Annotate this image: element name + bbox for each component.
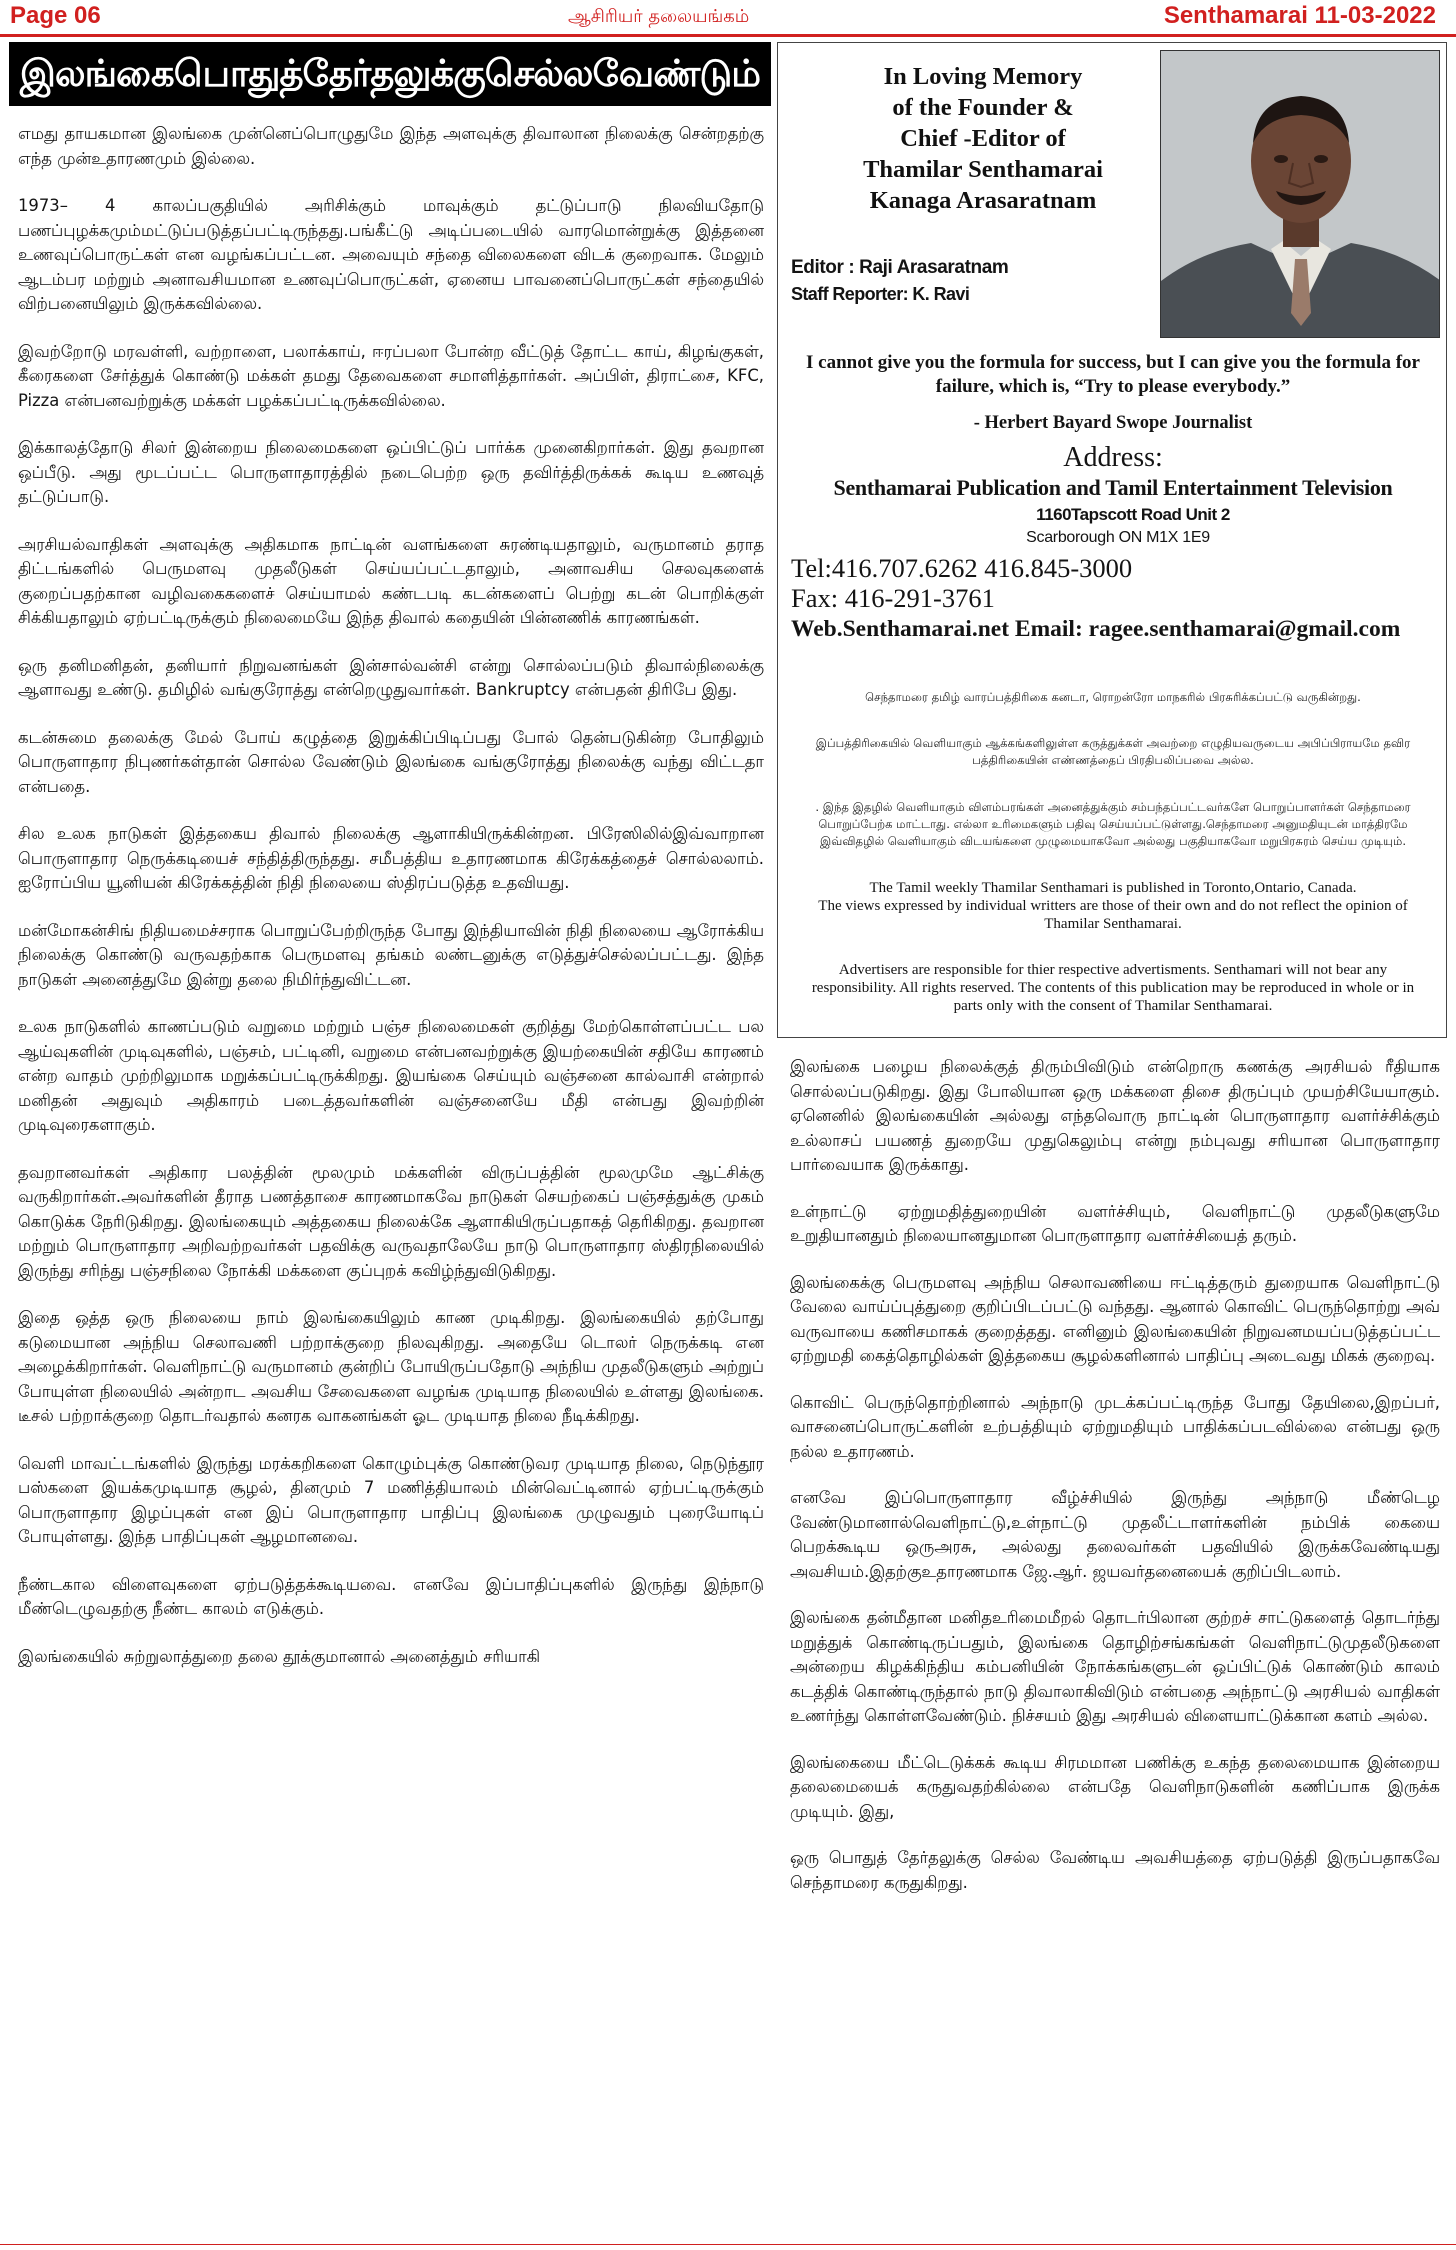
quote-author: - Herbert Bayard Swope Journalist xyxy=(973,413,1253,433)
article-headline: இலங்கைபொதுத்தேர்தலுக்குசெல்லவேண்டும் xyxy=(9,42,771,106)
article-paragraph: ஒரு பொதுத் தேர்தலுக்கு செல்ல வேண்டிய அவசியத்தை ஏற்படுத்தி இருப்பதாகவே செந்தாமரை கருதுகிறது. xyxy=(790,1848,1440,1892)
article-paragraph: மன்மோகன்சிங் நிதியமைச்சராக பொறுப்பேற்றிருந்த போது இந்தியாவின் நிதி நிலையை ஆரோக்கிய நிலைக்கு கொண்டு வருவதற்காக பெருமளவு தங்கம் லண்டனுக்கு எடுத்துச்செல்லப்பட்டது. இந்த நாடுகள் அனைத்துமே இன்று தலை நிமிர்ந்துவிட்டன. xyxy=(18,920,764,989)
article-paragraph: இலங்கையில் சுற்றுலாத்துறை தலை தூக்குமானால் அனைத்தும் சரியாகி xyxy=(18,1646,541,1666)
page-number: Page 06 xyxy=(10,2,101,29)
notice-published-en: The Tamil weekly Thamilar Senthamari is published in Toronto,Ontario, Canada. xyxy=(869,880,1357,896)
editor-name: Editor : Raji Arasaratnam xyxy=(791,257,1009,278)
page-header xyxy=(0,0,1456,34)
article-paragraph: இதை ஒத்த ஒரு நிலையை நாம் இலங்கையிலும் காண முடிகிறது. இலங்கையில் தற்போது கடுமையான அந்நிய செலாவணி பற்றாக்குறை நிலவுகிறது. அதையே டொலர் நெருக்கடி என அழைக்கிறார்கள். வெளிநாட்டு வருமானம் குன்றிப் போயிருப்பதோடு அந்நிய முதலீடுகளும் அற்றுப் போயுள்ள நிலையில் அன்றாட அவசிய சேவைகளை வழங்க முடியாத நிலையில் உள்ளது இலங்கை. டீசல் பற்றாக்குறை தொடர்வதால் கனரக வாகனங்கள் ஓட முடியாத நிலை நீடிக்கிறது. xyxy=(18,1308,764,1425)
article-paragraph: கடன்சுமை தலைக்கு மேல் போய் கழுத்தை இறுக்கிப்பிடிப்பது போல் தென்படுகின்ற போதிலும் பொருளாதார நிபுணர்கள்தான் சொல்ல வேண்டும் இலங்கை வங்குரோத்து நிலைக்கு வந்து விட்டதா என்பதை. xyxy=(18,727,764,796)
memorial-line: In Loving Memory xyxy=(883,63,1083,90)
memorial-text xyxy=(798,61,1168,216)
notice-ads-en: Advertisers are responsible for thier respective advertisments. Senthamari will not bear any responsibility. All rights reserved. The contents of this publication may be reproduced in whole or in parts only with the consent of Thamilar Senthamarai. xyxy=(811,962,1415,1014)
article-paragraph: எமது தாயகமான இலங்கை முன்னெப்பொழுதுமே இந்த அளவுக்கு திவாலான நிலைக்கு சென்றதற்கு எந்த முன்உதாரணமும் இல்லை. xyxy=(18,124,764,168)
article-paragraph: உள்நாட்டு ஏற்றுமதித்துறையின் வளர்ச்சியும், வெளிநாட்டு முதலீடுகளுமே உறுதியானதும் நிலையானதுமான பொருளாதார வளர்ச்சியைத் தரும். xyxy=(790,1201,1440,1245)
footer-divider xyxy=(0,2244,1456,2245)
address-street: 1160Tapscott Road Unit 2 xyxy=(1036,505,1230,524)
web-email: Web.Senthamarai.net Email: ragee.senthamarai@gmail.com xyxy=(791,616,1401,642)
article-paragraph: எனவே இப்பொருளாதார வீழ்ச்சியில் இருந்து அந்நாடு மீண்டெழ வேண்டுமானால்வெளிநாட்டு,உள்நாட்டு முதலீட்டாளர்களின் நம்பிக் கையை பெறக்கூடிய ஒருஅரசு, அல்லது தலைவர்கள் பதவியில் இருக்கவேண்டியது அவசியம்.இதற்குஉதாரணமாக ஜே.ஆர். ஜயவர்தனையைக் குறிப்பிடலாம். xyxy=(790,1488,1440,1581)
article-paragraph: சில உலக நாடுகள் இத்தகைய திவால் நிலைக்கு ஆளாகியிருக்கின்றன. பிரேஸிலில்இவ்வாறான பொருளாதார நெருக்கடியைச் சந்தித்திருந்தது. சமீபத்திய உதாரணமாக கிரேக்கத்தைச் சொல்லலாம். ஐரோப்பிய யூனியன் கிரேக்கத்தின் நிதி நிலையை ஸ்திரப்படுத்த உதவியது. xyxy=(18,824,764,892)
address-heading: Address: xyxy=(1063,442,1163,473)
article-paragraph: இவற்றோடு மரவள்ளி, வற்றாளை, பலாக்காய், ஈரப்பலா போன்ற வீட்டுத் தோட்ட காய், கிழங்குகள், கீரைகளை சேர்த்துக் கொண்டு மக்கள் தமது தேவைகளை சமாளித்தார்கள். அப்பிள், திராட்சை, KFC, Pizza என்பனவற்றுக்கு மக்கள் பழக்கப்பட்டிருக்கவில்லை. xyxy=(18,341,764,410)
section-title: ஆசிரியர் தலையங்கம் xyxy=(568,6,750,27)
article-paragraph: 1973– 4 காலப்பகுதியில் அரிசிக்கும் மாவுக்கும் தட்டுப்பாடு நிலவியதோடு பணப்புழக்கமும்மட்டுப்படுத்தப்பட்டிருந்தது.பங்கீட்டு அடிப்படையில் வாரமொன்றுக்கு இத்தனை உணவுப்பொருட்கள் என வழங்கப்பட்டன. அவையும் சந்தை விலைகளை விடக் குறைவாக. மேலும் ஆடம்பர மற்றும் அனாவசியமான உணவுப்பொருட்கள், ஏனைய பாவனைப்பொருட்கள் சந்தையில் விற்பனையிலும் இருக்கவில்லை. xyxy=(18,196,764,313)
article-paragraph: இலங்கைக்கு பெருமளவு அந்நிய செலாவணியை ஈட்டித்தரும் துறையாக வெளிநாட்டு வேலை வாய்ப்புத்துறை குறிப்பிடப்பட்டு வந்தது. ஆனால் கொவிட் பெருந்தொற்று அவ் வருவாயை கணிசமாகக் குறைத்தது. எனினும் இலங்கையின் நிறுவனமயப்படுத்தப்பட்ட ஏற்றுமதி கைத்தொழில்கள் இத்தகைய சூழல்களினால் பாதிப்பு அடைவது மிகக் குறைவு. xyxy=(790,1272,1440,1365)
notice-published-ta: செந்தாமரை தமிழ் வாரப்பத்திரிகை கனடா, ரொறன்ரோ மாநகரில் பிரசுரிக்கப்பட்டு வருகின்றது. xyxy=(865,690,1361,704)
memorial-line: Chief -Editor of xyxy=(900,125,1066,152)
notice-ads-ta: . இந்த இதழில் வெளியாகும் விளம்பரங்கள் அனைத்துக்கும் சம்பந்தப்பட்டவர்களே பொறுப்பாளர்கள் செந்தாமரை பொறுப்பேற்க மாட்டாது. எல்லா உரிமைகளும் பதிவு செய்யப்பட்டுள்ளது.செந்தாமரை அனுமதியுடன் மாத்திரமே இவ்விதழில் வெளியாகும் விடயங்களை முழுமையாகவோ அல்லது பகுதியாகவோ மறுபிரசுரம் செய்ய முடியும். xyxy=(815,800,1411,848)
staff-reporter: Staff Reporter: K. Ravi xyxy=(791,284,970,304)
article-paragraph: இலங்கை தன்மீதான மனிதஉரிமைமீறல் தொடர்பிலான குற்றச் சாட்டுகளைத் தொடர்ந்து மறுத்துக் கொண்டிருப்பதும், இலங்கை தொழிற்சங்கங்கள் வெளிநாட்டுமுதலீடுகளை அன்றைய கிழக்கிந்திய கம்பனியின் நோக்கங்களுடன் ஒப்பிட்டுக் கொண்டும் காலம் கடத்திக் கொண்டிருந்தால் நாடு திவாலாகிவிடும் என்பதை அந்நாட்டு அரசியல் வாதிகள் உணர்ந்து கொள்ளவேண்டும். நிச்சயம் இது அரசியல் விளையாட்டுக்கான களம் அல்ல. xyxy=(790,1608,1440,1725)
publisher-name: Senthamarai Publication and Tamil Entertainment Television xyxy=(833,475,1393,500)
article-paragraph: வெளி மாவட்டங்களில் இருந்து மரக்கறிகளை கொழும்புக்கு கொண்டுவர முடியாத நிலை, நெடுந்தூர பஸ்களை இயக்கமுடியாத சூழல், தினமும் 7 மணித்தியாலம் மின்வெட்டினால் ஏற்பட்டிருக்கும் பொருளாதார இழப்புகள் என இப் பொருளாதார பாதிப்பு இலங்கை முழுவதும் புரையோடிப் போயுள்ளது. இந்த பாதிப்புகள் ஆழமானவை. xyxy=(18,1453,764,1546)
header-divider xyxy=(0,34,1456,37)
article-paragraph: இக்காலத்தோடு சிலர் இன்றைய நிலைமைகளை ஒப்பிட்டுப் பார்க்க முனைகிறார்கள். இது தவறான ஒப்பீடு. அது மூடப்பட்ட பொருளாதாரத்தில் நடைபெற்ற ஒரு தவிர்த்திருக்கக் கூடிய உணவுத் தட்டுப்பாடு. xyxy=(18,438,764,506)
article-paragraph: தவறானவர்கள் அதிகார பலத்தின் மூலமும் மக்களின் விருப்பத்தின் மூலமுமே ஆட்சிக்கு வருகிறார்கள்.அவர்களின் தீராத பணத்தாசை காரணமாகவே நாடுகள் செயற்கைப் பஞ்சத்துக்கு முகம் கொடுக்க நேரிடுகிறது. இலங்கையும் அத்தகைய நிலைக்கே ஆளாகியிருப்பதாகத் தெரிகிறது. தவறான மற்றும் பொருளாதார அறிவற்றவர்கள் பதவிக்கு வருவதாலேயே நாடு பொருளாதார ஸ்திரநிலையில் இருந்து சரிந்து பஞ்சநிலை நோக்கி மக்களை குப்புறக் கவிழ்ந்துவிடுகிறது. xyxy=(18,1162,764,1280)
article-paragraph: இலங்கையை மீட்டெடுக்கக் கூடிய சிரமமான பணிக்கு உகந்த தலைமையாக இன்றைய தலைமையைக் கருதுவதற்கில்லை என்பதே வெளிநாடுகளின் கணிப்பாக இருக்க முடியும். இது, xyxy=(790,1752,1440,1821)
fax-number: Fax: 416-291-3761 xyxy=(791,583,995,613)
article-paragraph: இலங்கை பழைய நிலைக்குத் திரும்பிவிடும் என்றொரு கணக்கு அரசியல் ரீதியாக சொல்லப்படுகிறது. இது போலியான ஒரு மக்களை திசை திருப்பும் முயற்சியேயாகும். ஏனெனில் இலங்கையின் அல்லது எந்தவொரு நாட்டின் பொருளாதார வளர்ச்சிக்கும் உல்லாசப் பயணத் துறையே முதுகெலும்பு என்று நம்புவது சரியான பொருளாதார பார்வையாக இருக்காது. xyxy=(790,1057,1440,1174)
masthead-info-box xyxy=(777,42,1447,1038)
article-right-column xyxy=(790,1055,1440,1917)
telephone: Tel:416.707.6262 416.845-3000 xyxy=(791,553,1133,583)
article-left-column xyxy=(18,122,764,1692)
address-city: Scarborough ON M1X 1E9 xyxy=(1026,529,1210,546)
quote-text: I cannot give you the formula for success, but I can give you the formula for failure, which is, “Try to please everybody.” xyxy=(806,352,1420,397)
memorial-line: Kanaga Arasaratnam xyxy=(869,187,1097,214)
memorial-line: of the Founder & xyxy=(892,94,1074,121)
article-paragraph: அரசியல்வாதிகள் அளவுக்கு அதிகமாக நாட்டின் வளங்களை சுரண்டியதாலும், வருமானம் தராத திட்டங்களில் பெருமளவு முதலீடுகள் செய்யப்பட்டதாலும், அனாவசிய செலவுகளைக் குறைப்பதற்கான வழிவகைகளைச் செய்யாமல் கண்டபடி கடன்களைப் பெற்று கடன் பொறிக்குள் சிக்கியதாலும் ஏற்பட்டிருக்கும் நிலைமையே இந்த திவால் கதையின் பின்னணிக் காரணங்கள். xyxy=(18,534,764,627)
founder-photo xyxy=(1160,50,1440,338)
notice-views-en: The views expressed by individual writters are those of their own and do not reflect the opinion of Thamilar Senthamarai. xyxy=(818,898,1408,932)
article-paragraph: ஒரு தனிமனிதன், தனியார் நிறுவனங்கள் இன்சால்வன்சி என்று சொல்லப்படும் திவால்நிலைக்கு ஆளாவது உண்டு. தமிழில் வங்குரோத்து என்றெழுதுவார்கள். Bankruptcy என்பதன் திரிபே இது. xyxy=(18,655,764,699)
founder-portrait-icon xyxy=(1161,51,1440,338)
article-paragraph: நீண்டகால விளைவுகளை ஏற்படுத்தக்கூடியவை. எனவே இப்பாதிப்புகளில் இருந்து இந்நாடு மீண்டெழுவதற்கு நீண்ட காலம் எடுக்கும். xyxy=(18,1574,764,1618)
masthead-date: Senthamarai 11-03-2022 xyxy=(1163,2,1436,29)
memorial-line: Thamilar Senthamarai xyxy=(863,156,1103,183)
article-paragraph: உலக நாடுகளில் காணப்படும் வறுமை மற்றும் பஞ்ச நிலைமைகள் குறித்து மேற்கொள்ளப்பட்ட பல ஆய்வுகளின் முடிவுகளில், பஞ்சம், பட்டினி, வறுமை என்பனவற்றுக்கு இயற்கையின் சதியே காரணம் என்ற வாதம் முற்றிலுமாக மறுக்கப்பட்டிருக்கிறது. இயங்கை செய்யும் வஞ்சனை கால்வாசி என்றால் மனிதன் அதுவும் அதிகாரம் படைத்தவர்களின் வஞ்சனையே மீதி என்பது இவற்றின் முடிவுரைகளாகும். xyxy=(18,1017,764,1134)
article-paragraph: கொவிட் பெருந்தொற்றினால் அந்நாடு முடக்கப்பட்டிருந்த போது தேயிலை,இறப்பர், வாசனைப்பொருட்களின் உற்பத்தியும் ஏற்றுமதியும் பாதிக்கப்படவில்லை என்பது ஒரு நல்ல உதாரணம். xyxy=(790,1392,1440,1461)
notice-views-ta: இப்பத்திரிகையில் வெளியாகும் ஆக்கங்களிலுள்ள கருத்துக்கள் அவற்றை எழுதியவருடைய அபிப்பிராயமே தவிர பத்திரிகையின் எண்ணத்தைப் பிரதிபலிப்பவை அல்ல. xyxy=(815,736,1411,767)
